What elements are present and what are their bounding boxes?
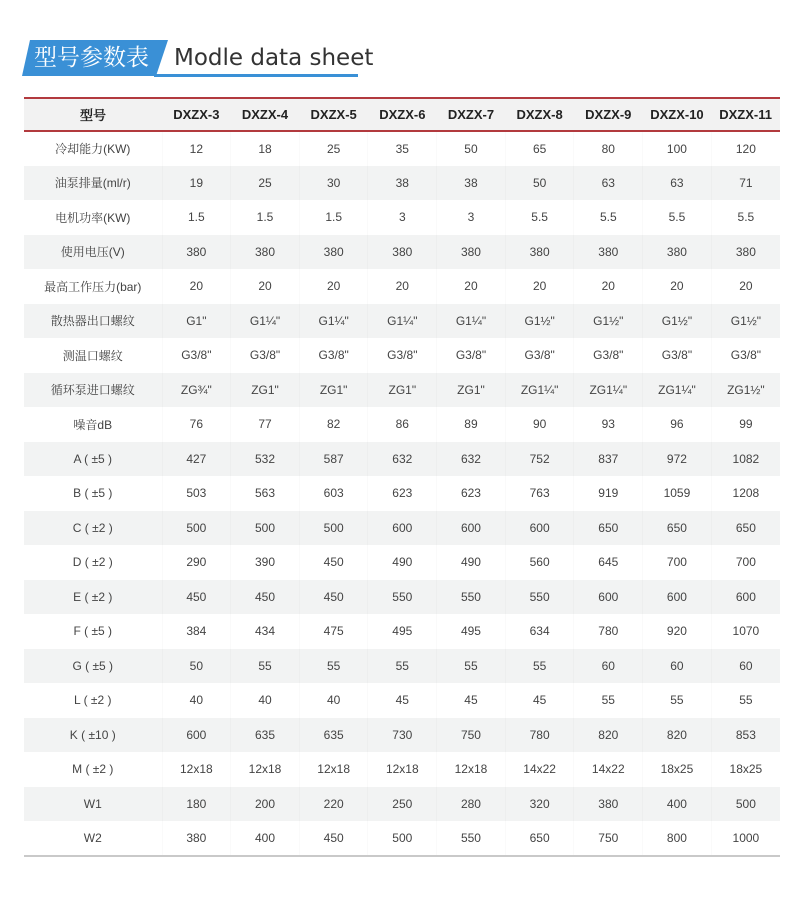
table-cell: G3/8" — [455, 348, 487, 363]
table-cell: 45 — [532, 693, 547, 708]
table-cell: 12x18 — [179, 762, 213, 777]
table-cell: 20 — [464, 279, 478, 294]
row-label: 散热器出口螺纹 — [50, 314, 135, 329]
table-cell: 919 — [598, 486, 619, 501]
table-cell: 550 — [460, 589, 481, 604]
table-cell: 250 — [392, 796, 413, 811]
column-header: DXZX-10 — [643, 98, 712, 131]
table-cell: 495 — [392, 624, 413, 639]
table-cell: 12x18 — [454, 762, 488, 777]
table-cell: ZG1¼" — [658, 382, 696, 397]
table-cell: 1.5 — [325, 210, 342, 225]
table-cell: 55 — [258, 658, 272, 673]
table-cell: 800 — [643, 821, 712, 856]
table-cell: G3/8" — [524, 348, 555, 363]
table-cell: 600 — [529, 520, 550, 535]
table-cell: 750 — [574, 821, 643, 856]
table-cell: G1¼" — [455, 313, 487, 328]
table-cell: 20 — [739, 279, 753, 294]
table-cell: 650 — [505, 821, 574, 856]
table-cell: 14x22 — [523, 762, 556, 777]
row-label: A ( ±5 ) — [73, 451, 113, 466]
table-cell: G3/8" — [730, 348, 762, 363]
table-cell: 380 — [186, 244, 207, 259]
table-cell: 12 — [189, 141, 204, 156]
table-cell: 55 — [601, 693, 615, 708]
table-cell: 18 — [258, 141, 272, 156]
table-cell: 380 — [254, 244, 276, 259]
table-cell: 1208 — [732, 486, 760, 501]
table-cell: 55 — [326, 658, 341, 673]
table-cell: G3/8" — [387, 348, 418, 363]
table-row — [24, 442, 780, 477]
table-cell: 700 — [666, 555, 687, 570]
column-header: DXZX-5 — [299, 98, 368, 131]
table-cell: 1082 — [732, 451, 760, 466]
row-label: F ( ±5 ) — [73, 624, 113, 639]
table-cell: 76 — [189, 417, 204, 432]
table-cell: 750 — [460, 727, 481, 742]
row-label: 冷却能力(KW) — [55, 142, 131, 157]
table-cell: ZG1" — [388, 382, 417, 397]
table-row — [24, 752, 780, 787]
table-cell: 380 — [460, 244, 481, 259]
table-cell: 427 — [186, 451, 207, 466]
table-cell: 600 — [460, 520, 481, 535]
table-cell: ZG1" — [251, 382, 279, 397]
table-cell: 820 — [598, 727, 619, 742]
table-cell: 50 — [464, 141, 478, 156]
table-cell: G1½" — [730, 313, 762, 328]
table-row — [24, 511, 780, 546]
table-cell: ZG1¼" — [520, 382, 559, 397]
table-cell: 12x18 — [317, 762, 350, 777]
table-cell: 20 — [532, 279, 547, 294]
table-cell: 623 — [392, 486, 413, 501]
table-cell: 450 — [186, 589, 207, 604]
table-cell: 220 — [323, 796, 344, 811]
table-cell: 180 — [186, 796, 207, 811]
table-cell: 89 — [464, 417, 478, 432]
table-cell: 5.5 — [737, 210, 755, 225]
table-cell: G3/8" — [593, 348, 624, 363]
table-cell: 563 — [254, 486, 276, 501]
table-cell: 650 — [666, 520, 687, 535]
table-row — [24, 235, 780, 270]
title-english: Modle data sheet — [174, 45, 374, 71]
row-label: W1 — [83, 796, 102, 811]
table-cell: 99 — [739, 417, 753, 432]
table-cell: 390 — [254, 555, 276, 570]
table-cell: 35 — [395, 141, 409, 156]
table-cell: 55 — [670, 693, 684, 708]
title-underline — [154, 74, 358, 77]
row-label: G ( ±5 ) — [72, 658, 114, 673]
table-cell: 80 — [601, 141, 615, 156]
table-cell: 632 — [392, 451, 413, 466]
table-row — [24, 131, 780, 166]
table-cell: 25 — [326, 141, 341, 156]
table-cell: ZG1¼" — [589, 382, 628, 397]
table-cell: 500 — [323, 520, 344, 535]
table-cell: 20 — [189, 279, 204, 294]
table-cell: 650 — [735, 520, 756, 535]
column-header: DXZX-8 — [505, 98, 574, 131]
row-label: 测温口螺纹 — [62, 348, 123, 363]
table-row — [24, 821, 780, 856]
table-cell: 3 — [398, 210, 406, 225]
table-row — [24, 373, 780, 408]
table-cell: 1000 — [711, 821, 780, 856]
row-label: W2 — [24, 821, 162, 856]
row-label: K ( ±10 ) — [69, 727, 116, 742]
table-row — [24, 718, 780, 753]
column-header-model: 型号 — [24, 98, 162, 131]
table-cell: 550 — [437, 821, 506, 856]
table-cell: G1¼" — [249, 313, 281, 328]
table-cell: 634 — [529, 624, 550, 639]
table-row — [24, 166, 780, 201]
row-label: E ( ±2 ) — [73, 589, 113, 604]
table-cell: 30 — [326, 175, 341, 190]
table-cell: 603 — [323, 486, 344, 501]
table-cell: 853 — [735, 727, 756, 742]
table-cell: 20 — [670, 279, 684, 294]
table-cell: 635 — [323, 727, 344, 742]
table-cell: 280 — [460, 796, 481, 811]
table-cell: 600 — [186, 727, 207, 742]
column-header: DXZX-6 — [368, 98, 437, 131]
table-cell: G3/8" — [181, 348, 212, 363]
table-cell: 600 — [598, 589, 619, 604]
column-header: DXZX-3 — [162, 98, 231, 131]
table-row — [24, 476, 780, 511]
table-cell: 65 — [532, 141, 547, 156]
table-cell: 700 — [735, 555, 756, 570]
row-label: 噪音dB — [73, 417, 113, 432]
table-cell: 434 — [254, 624, 276, 639]
table-row — [24, 614, 780, 649]
table-cell: 18x25 — [729, 762, 763, 777]
table-cell: 77 — [258, 417, 272, 432]
table-row — [24, 545, 780, 580]
table-cell: G3/8" — [318, 348, 349, 363]
table-cell: 650 — [598, 520, 619, 535]
table-cell: G1½" — [593, 313, 624, 328]
table-cell: 820 — [666, 727, 687, 742]
table-cell: 450 — [254, 589, 276, 604]
table-cell: G3/8" — [661, 348, 693, 363]
table-cell: 623 — [460, 486, 481, 501]
table-cell: 780 — [529, 727, 550, 742]
table-cell: 645 — [598, 555, 619, 570]
table-cell: 490 — [392, 555, 413, 570]
table-cell: 55 — [395, 658, 409, 673]
table-cell: 550 — [392, 589, 413, 604]
table-cell: 14x22 — [591, 762, 625, 777]
table-cell: G3/8" — [249, 348, 281, 363]
table-cell: 120 — [735, 141, 756, 156]
table-cell: 532 — [254, 451, 276, 466]
table-cell: 635 — [254, 727, 276, 742]
row-label: M ( ±2 ) — [72, 762, 114, 777]
table-cell: ZG1" — [319, 382, 348, 397]
row-label: 最高工作压力(bar) — [44, 279, 142, 294]
column-header: DXZX-9 — [574, 98, 643, 131]
table-cell: 290 — [186, 555, 207, 570]
table-cell: 63 — [670, 175, 684, 190]
table-cell: 1059 — [663, 486, 691, 501]
table-cell: 20 — [326, 279, 341, 294]
table-cell: G1" — [186, 313, 207, 328]
spec-table-container — [24, 97, 780, 857]
table-cell: 200 — [254, 796, 276, 811]
table-row — [24, 304, 780, 339]
table-cell: 730 — [392, 727, 413, 742]
table-row — [24, 269, 780, 304]
row-label: B ( ±5 ) — [73, 486, 113, 501]
table-cell: 600 — [735, 589, 756, 604]
table-cell: 5.5 — [668, 210, 686, 225]
table-cell: G1½" — [524, 313, 555, 328]
row-label: 油泵排量(ml/r) — [54, 176, 131, 191]
table-cell: 45 — [395, 693, 409, 708]
table-cell: 450 — [323, 555, 344, 570]
table-row — [24, 407, 780, 442]
table-cell: 500 — [735, 796, 756, 811]
table-row — [24, 338, 780, 373]
table-cell: 380 — [323, 244, 344, 259]
table-cell: 86 — [395, 417, 409, 432]
table-cell: 500 — [368, 821, 437, 856]
table-cell: 587 — [323, 451, 344, 466]
table-cell: 3 — [467, 210, 475, 225]
row-label: 循环泵进口螺纹 — [50, 383, 135, 398]
table-cell: 400 — [231, 821, 300, 856]
table-cell: 40 — [258, 693, 272, 708]
table-cell: 560 — [529, 555, 550, 570]
table-cell: 600 — [392, 520, 413, 535]
table-cell: 60 — [739, 658, 753, 673]
table-cell: G1¼" — [318, 313, 349, 328]
table-cell: 503 — [186, 486, 207, 501]
table-cell: 20 — [601, 279, 615, 294]
table-cell: 450 — [299, 821, 368, 856]
table-row — [24, 200, 780, 235]
table-row — [24, 787, 780, 822]
table-cell: 495 — [460, 624, 481, 639]
table-cell: 38 — [464, 175, 478, 190]
row-label: L ( ±2 ) — [74, 693, 112, 708]
table-cell: 18x25 — [660, 762, 694, 777]
table-cell: G1½" — [661, 313, 693, 328]
table-cell: 490 — [460, 555, 481, 570]
row-label: 使用电压(V) — [60, 245, 125, 260]
table-cell: 400 — [666, 796, 687, 811]
table-cell: 632 — [460, 451, 481, 466]
table-cell: 55 — [464, 658, 478, 673]
table-cell: 71 — [739, 175, 753, 190]
table-cell: 20 — [258, 279, 272, 294]
table-cell: 40 — [189, 693, 204, 708]
table-cell: 1.5 — [256, 210, 274, 225]
table-cell: 55 — [532, 658, 547, 673]
table-cell: 450 — [323, 589, 344, 604]
model-spec-table — [24, 97, 780, 857]
row-label: D ( ±2 ) — [72, 555, 113, 570]
table-cell: 380 — [392, 244, 413, 259]
table-cell: 25 — [258, 175, 272, 190]
table-cell: 5.5 — [599, 210, 617, 225]
table-cell: 380 — [666, 244, 687, 259]
row-label: 电机功率(KW) — [55, 210, 131, 225]
column-header: DXZX-4 — [231, 98, 300, 131]
table-cell: 60 — [670, 658, 684, 673]
table-cell: 380 — [598, 796, 619, 811]
table-cell: 55 — [739, 693, 753, 708]
table-cell: 780 — [598, 624, 619, 639]
table-cell: 320 — [529, 796, 550, 811]
table-cell: 38 — [395, 175, 409, 190]
table-cell: 500 — [254, 520, 276, 535]
table-cell: 380 — [162, 821, 231, 856]
table-cell: 19 — [189, 175, 204, 190]
table-cell: 96 — [670, 417, 684, 432]
table-cell: 40 — [326, 693, 341, 708]
table-cell: 763 — [529, 486, 550, 501]
table-cell: 972 — [666, 451, 687, 466]
table-cell: 1070 — [732, 624, 760, 639]
table-cell: 380 — [598, 244, 619, 259]
table-cell: 12x18 — [248, 762, 282, 777]
table-cell: 384 — [186, 624, 207, 639]
table-cell: 475 — [323, 624, 344, 639]
table-cell: 1.5 — [188, 210, 205, 225]
table-cell: 63 — [601, 175, 615, 190]
table-cell: 93 — [601, 417, 615, 432]
table-cell: 920 — [666, 624, 687, 639]
table-row — [24, 683, 780, 718]
table-cell: 60 — [601, 658, 615, 673]
table-cell: ZG1" — [457, 382, 485, 397]
table-cell: 50 — [532, 175, 547, 190]
table-cell: 90 — [532, 417, 547, 432]
table-cell: ZG1½" — [727, 382, 765, 397]
table-cell: 100 — [666, 141, 687, 156]
table-cell: ZG¾" — [180, 382, 212, 397]
table-header-row — [24, 98, 780, 131]
title-chinese: 型号参数表 — [34, 45, 149, 71]
table-cell: 50 — [189, 658, 204, 673]
table-cell: 82 — [326, 417, 341, 432]
table-cell: 45 — [464, 693, 478, 708]
table-cell: 550 — [529, 589, 550, 604]
table-cell: 500 — [186, 520, 207, 535]
table-cell: 380 — [529, 244, 550, 259]
column-header: DXZX-11 — [711, 98, 780, 131]
table-cell: 837 — [598, 451, 619, 466]
table-cell: 12x18 — [385, 762, 419, 777]
table-row — [24, 580, 780, 615]
table-body — [24, 131, 780, 856]
section-title — [22, 40, 374, 78]
table-cell: 5.5 — [531, 210, 548, 225]
table-cell: G1¼" — [387, 313, 418, 328]
table-row — [24, 649, 780, 684]
table-cell: 20 — [395, 279, 409, 294]
table-cell: 600 — [666, 589, 687, 604]
column-header: DXZX-7 — [437, 98, 506, 131]
table-cell: 380 — [735, 244, 756, 259]
table-cell: 752 — [529, 451, 550, 466]
row-label: C ( ±2 ) — [72, 520, 113, 535]
